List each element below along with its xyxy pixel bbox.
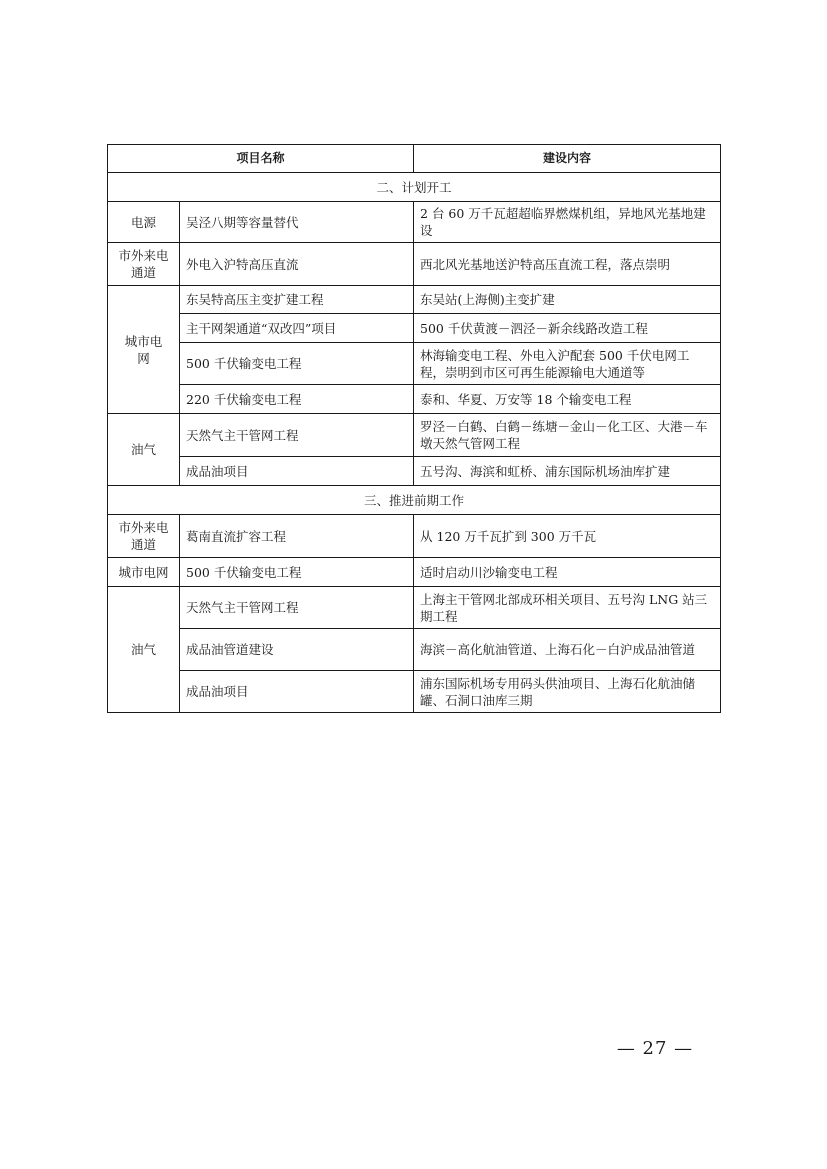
category-cell: 油气 [108, 414, 180, 486]
project-table [107, 144, 721, 713]
project-name-cell: 成品油项目 [180, 671, 414, 713]
project-name-cell: 主干网架通道“双改四”项目 [180, 314, 414, 343]
table-row [108, 515, 721, 558]
header-construction-content: 建设内容 [414, 145, 721, 173]
page-number: — 27 — [616, 1038, 694, 1059]
section-title: 二、计划开工 [108, 173, 721, 202]
project-name-cell: 外电入沪特高压直流 [180, 243, 414, 286]
table-row [108, 414, 721, 457]
table-row [108, 671, 721, 713]
table-row [108, 587, 721, 629]
category-cell: 电源 [108, 202, 180, 243]
category-cell: 城市电网 [108, 286, 180, 414]
section-title: 三、推进前期工作 [108, 486, 721, 515]
project-name-cell: 葛南直流扩容工程 [180, 515, 414, 558]
category-cell: 油气 [108, 587, 180, 713]
project-name-cell: 吴泾八期等容量替代 [180, 202, 414, 243]
project-name-cell: 天然气主干管网工程 [180, 587, 414, 629]
project-name-cell: 500 千伏输变电工程 [180, 558, 414, 587]
table-row [108, 385, 721, 414]
category-cell: 市外来电通道 [108, 243, 180, 286]
content-cell: 浦东国际机场专用码头供油项目、上海石化航油储罐、石洞口油库三期 [414, 671, 721, 713]
table-row [108, 286, 721, 314]
table-row [108, 457, 721, 486]
table-row [108, 243, 721, 286]
project-name-cell: 东吴特高压主变扩建工程 [180, 286, 414, 314]
table-row [108, 558, 721, 587]
section-row-planned-start [108, 173, 721, 202]
content-cell: 泰和、华夏、万安等 18 个输变电工程 [414, 385, 721, 414]
content-cell: 适时启动川沙输变电工程 [414, 558, 721, 587]
project-name-cell: 500 千伏输变电工程 [180, 343, 414, 385]
project-name-cell: 成品油管道建设 [180, 629, 414, 671]
table-row [108, 202, 721, 243]
project-name-cell: 220 千伏输变电工程 [180, 385, 414, 414]
content-cell: 上海主干管网北部成环相关项目、五号沟 LNG 站三期工程 [414, 587, 721, 629]
content-cell: 林海输变电工程、外电入沪配套 500 千伏电网工程，崇明到市区可再生能源输电大通道等 [414, 343, 721, 385]
table-row [108, 314, 721, 343]
content-cell: 西北风光基地送沪特高压直流工程，落点崇明 [414, 243, 721, 286]
content-cell: 500 千伏黄渡－泗泾－新余线路改造工程 [414, 314, 721, 343]
content-cell: 从 120 万千瓦扩到 300 万千瓦 [414, 515, 721, 558]
project-name-cell: 天然气主干管网工程 [180, 414, 414, 457]
header-project-name: 项目名称 [108, 145, 414, 173]
content-cell: 五号沟、海滨和虹桥、浦东国际机场油库扩建 [414, 457, 721, 486]
content-cell: 罗泾－白鹤、白鹤－练塘－金山－化工区、大港－车墩天然气管网工程 [414, 414, 721, 457]
content-cell: 2 台 60 万千瓦超超临界燃煤机组，异地风光基地建设 [414, 202, 721, 243]
content-cell: 东吴站(上海侧)主变扩建 [414, 286, 721, 314]
table-row [108, 343, 721, 385]
table-row [108, 629, 721, 671]
category-cell: 市外来电通道 [108, 515, 180, 558]
category-cell: 城市电网 [108, 558, 180, 587]
project-name-cell: 成品油项目 [180, 457, 414, 486]
content-cell: 海滨－高化航油管道、上海石化－白沪成品油管道 [414, 629, 721, 671]
table-header-row [108, 145, 721, 173]
section-row-preliminary-work [108, 486, 721, 515]
